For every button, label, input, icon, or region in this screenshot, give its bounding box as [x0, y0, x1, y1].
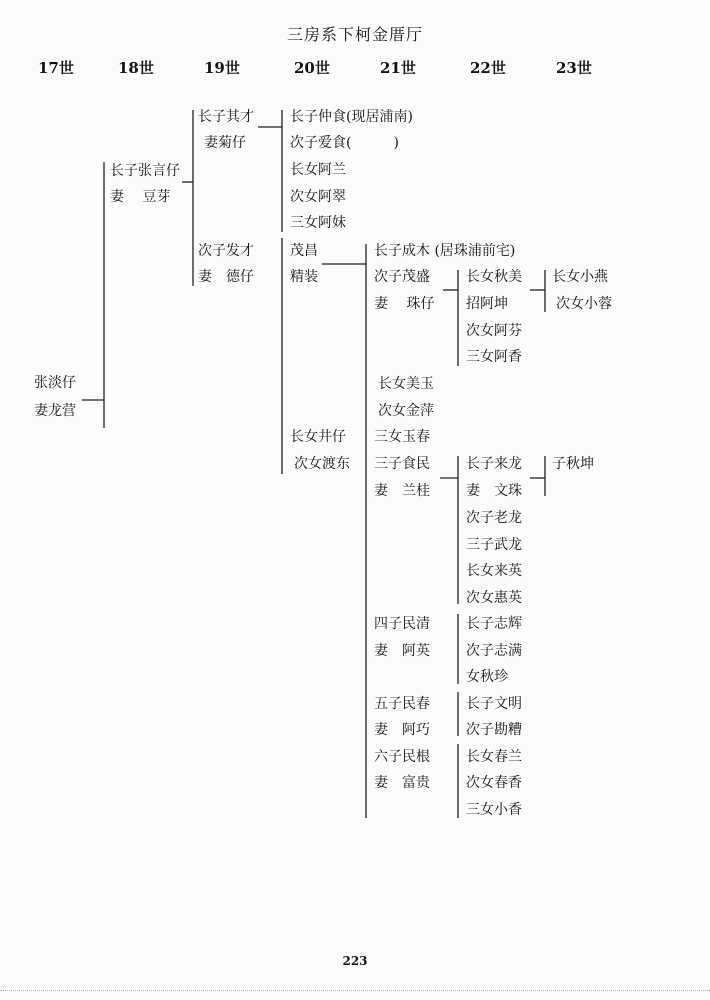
generation-header: 19世: [204, 59, 240, 77]
page-number: 223: [342, 954, 368, 968]
person-entry: 次女渡东: [294, 456, 350, 472]
spouse-entry: 妻菊仔: [204, 135, 246, 151]
person-entry: 四子民清: [374, 616, 430, 632]
person-entry: 三子武龙: [466, 537, 522, 553]
spouse-entry: 妻 阿巧: [374, 722, 430, 738]
generation-header: 18世: [118, 59, 154, 77]
person-entry: 长子张言仔: [110, 163, 180, 179]
person-entry: 长女阿兰: [290, 162, 346, 178]
person-entry: 长女小燕: [552, 269, 608, 285]
person-entry: 茂昌: [290, 243, 318, 259]
person-entry: 次子志满: [466, 643, 522, 659]
person-entry: 长女美玉: [378, 376, 434, 392]
person-entry: 次女阿芬: [466, 323, 522, 339]
person-entry: 次子勘糟: [466, 722, 522, 738]
person-entry: 次女春香: [466, 775, 522, 791]
person-entry: 张淡仔: [34, 375, 76, 391]
spouse-entry: 妻 阿英: [374, 643, 430, 659]
person-entry: 五子民春: [374, 696, 430, 712]
person-entry: 长子成木 (居珠浦前宅): [374, 243, 516, 259]
person-entry: 次子发才: [198, 243, 254, 259]
generation-header: 23世: [556, 59, 592, 77]
generation-header: 20世: [294, 59, 330, 77]
person-entry: 长女来英: [466, 563, 522, 579]
scan-edge-divider: [0, 990, 710, 991]
person-entry: 长子来龙: [466, 456, 522, 472]
person-entry: 次女阿翠: [290, 189, 346, 205]
spouse-entry: 妻 珠仔: [374, 296, 435, 312]
person-entry: 次子爱食( ): [290, 135, 399, 151]
person-entry: 次女小蓉: [556, 296, 612, 312]
spouse-entry: 妻龙营: [34, 403, 76, 419]
person-entry: 次子茂盛: [374, 269, 430, 285]
page-title: 三房系下柯金厝厅: [286, 25, 423, 44]
person-entry: 子秋坤: [552, 456, 594, 472]
person-entry: 三女阿妹: [290, 215, 346, 231]
spouse-entry: 妻 兰桂: [374, 483, 430, 499]
person-entry: 长子仲食(现居浦南): [290, 109, 413, 125]
person-entry: 次子老龙: [466, 510, 522, 526]
person-entry: 长子其才: [198, 109, 254, 125]
person-entry: 长女秋美: [466, 269, 522, 285]
generation-header: 22世: [470, 59, 506, 77]
person-entry: 长女井仔: [290, 429, 346, 445]
person-entry: 女秋珍: [466, 669, 508, 685]
person-entry: 次女惠英: [466, 590, 522, 606]
person-entry: 三女阿香: [466, 349, 522, 365]
spouse-entry: 招阿坤: [466, 296, 508, 312]
person-entry: 三子食民: [374, 456, 430, 472]
generation-header: 21世: [380, 59, 416, 77]
person-entry: 长子文明: [466, 696, 522, 712]
generation-header: 17世: [38, 59, 74, 77]
person-entry: 长女春兰: [466, 749, 522, 765]
spouse-entry: 妻 文珠: [466, 483, 522, 499]
person-entry: 三女玉春: [374, 429, 430, 445]
spouse-entry: 妻 德仔: [198, 269, 254, 285]
spouse-entry: 妻 豆芽: [110, 189, 171, 205]
person-entry: 三女小香: [466, 802, 522, 818]
person-entry: 长子志辉: [466, 616, 522, 632]
person-entry: 六子民根: [374, 749, 430, 765]
spouse-entry: 妻 富贵: [374, 775, 430, 791]
person-entry: 次女金萍: [378, 403, 434, 419]
spouse-entry: 精装: [290, 269, 318, 285]
